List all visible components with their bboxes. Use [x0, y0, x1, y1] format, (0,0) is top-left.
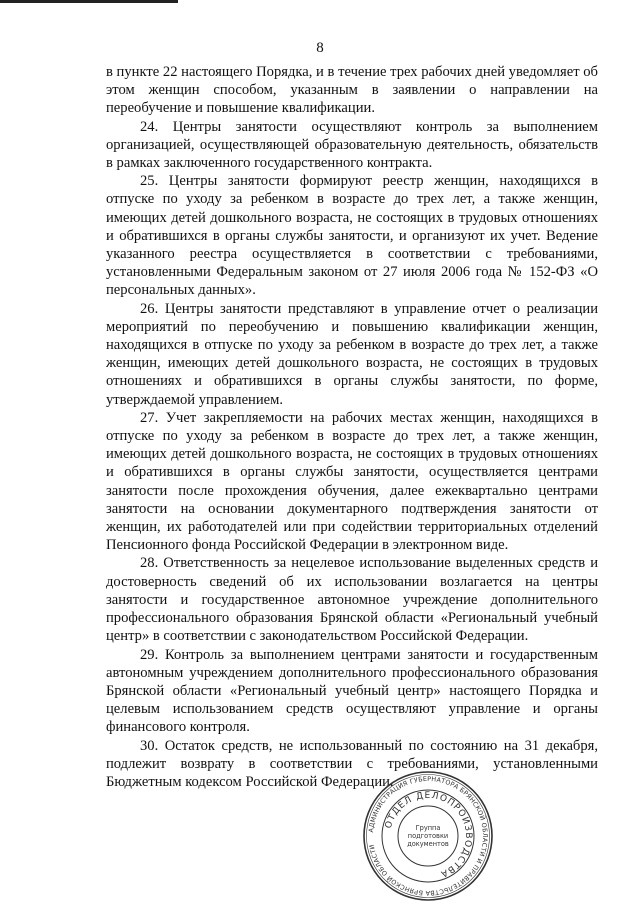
paragraph-30: 30. Остаток средств, не использованный по состоянию на 31 декабря, подлежит возврату в соответствии с требованиями, установленными Бюджетным кодексом Российской Федерации. — [106, 737, 598, 790]
paragraph-23-continuation: в пункте 22 настоящего Порядка, и в течение трех рабочих дней уведомляет об этом женщин способом, указанным в заявлении о направлении на переобучение и повышение квалификации. — [106, 64, 598, 117]
paragraph-28: 28. Ответственность за нецелевое использование выделенных средств и достоверность сведений об их использовании возлагается на центры занятости и государственное автономное учреждение дополнительного профессионального образования Брянской области «Региональный учебный центр» в соответствии с законодательством Российской Федерации. — [106, 555, 598, 645]
top-rule — [0, 0, 178, 3]
stamp-inner-text: ОТДЕЛ ДЕЛОПРОИЗВОДСТВА — [383, 790, 474, 879]
stamp-outer-text: АДМИНИСТРАЦИЯ ГУБЕРНАТОРА БРЯНСКОЙ ОБЛАСТИ И ПРАВИТЕЛЬСТВА БРЯНСКОЙ ОБЛАСТИ — [367, 774, 490, 898]
stamp-center-line-3: документов — [407, 840, 449, 848]
paragraph-24: 24. Центры занятости осуществляют контроль за выполнением организацией, осуществляющей образовательную деятельность, обязательств в рамках заключенного государственного контракта. — [106, 118, 598, 172]
office-stamp — [362, 770, 494, 902]
paragraph-26: 26. Центры занятости представляют в управление отчет о реализации мероприятий по переобучению и повышению квалификации женщин, находящихся в отпуске по уходу за ребенком в возрасте до трех лет, а также женщин, имеющих детей дошкольного возраста, не состоящих в трудовых отношениях и обратившихся в органы службы занятости, по форме, утверждаемой управлением. — [106, 300, 598, 408]
page-number: 8 — [316, 40, 324, 56]
stamp-graphic — [362, 770, 494, 902]
stamp-center-line-2: подготовки — [407, 832, 449, 840]
paragraph-29: 29. Контроль за выполнением центрами занятости и государственным автономным учреждением дополнительного профессионального образования Брянской области «Региональный учебный центр» настоящего Порядка и целевым использованием средств осуществляют управление и органы финансового контроля. — [106, 646, 598, 736]
stamp-center-line-1: Группа — [415, 824, 441, 832]
paragraph-27: 27. Учет закрепляемости на рабочих местах женщин, находящихся в отпуске по уходу за ребенком в возрасте до трех лет, а также женщин, имеющих детей дошкольного возраста, не состоящих в трудовых отношениях и обратившихся в органы службы занятости, осуществляется центрами занятости после прохождения обучения, далее ежеквартально центрами занятости на основании документарного подтверждения занятости от женщин, их работодателей или при содействии территориальных отделений Пенсионного фонда Российской Федерации в электронном виде. — [106, 409, 598, 554]
paragraph-25: 25. Центры занятости формируют реестр женщин, находящихся в отпуске по уходу за ребенком в возрасте до трех лет, а также женщин, имеющих детей дошкольного возраста, не состоящих в трудовых отношениях и обратившихся в органы службы занятости, и организуют их учет. Ведение указанного реестра осуществляется в соответствии с требованиями, установленными Федеральным законом от 27 июля 2006 года № 152-ФЗ «О персональных данных». — [106, 173, 598, 299]
document-body — [106, 63, 598, 791]
